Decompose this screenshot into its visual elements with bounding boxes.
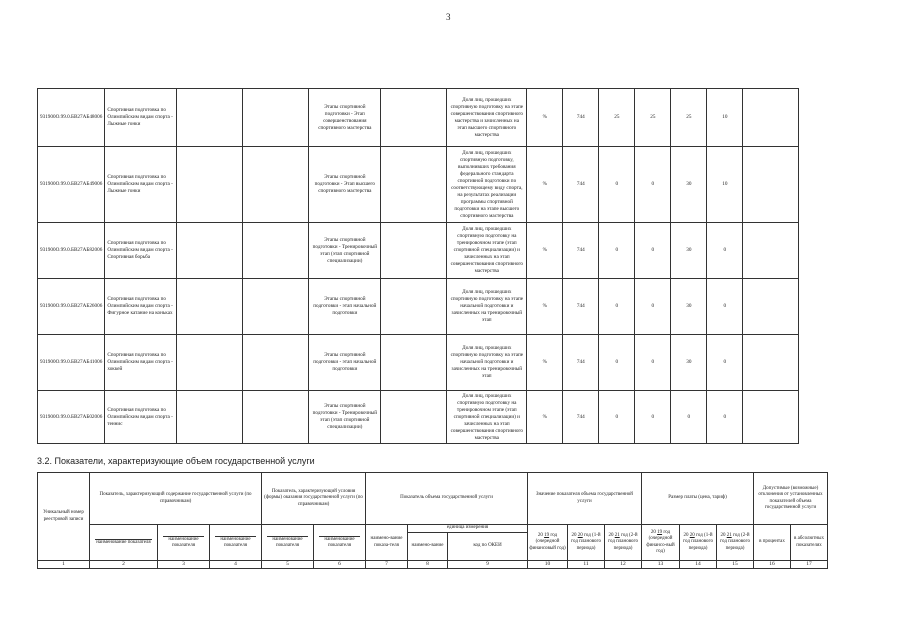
indicator-name-cell: Доля лиц, прошедших спортивную подготовку, выполнивших требования федерального стандарта спортивной подготовки по соответствующему виду спорта, на результатах реализации программы спортивной подготовки на этапе высшего спортивного мастерства: [447, 147, 527, 223]
deviation-cell: 0: [707, 391, 743, 444]
service-content-cell: Спортивная подготовка по Олимпийским видам спорта - Лыжные гонки: [105, 147, 177, 223]
column-number: 2: [90, 561, 158, 569]
empty-cell: [177, 147, 243, 223]
fee-year1-header: 20 19 год (очередной финансо-вый год): [642, 525, 680, 561]
value-year3-cell: 25: [671, 89, 707, 147]
empty-cell: [243, 89, 309, 147]
value-year2-cell: 0: [635, 223, 671, 279]
service-condition-cell: Этапы спортивной подготовки - этап начальной подготовки: [309, 335, 381, 391]
empty-cell: [243, 147, 309, 223]
empty-cell: [177, 223, 243, 279]
condition-1-header: наименование показателя: [262, 525, 314, 561]
indicator-name-cell: Доля лиц, прошедших спортивную подготовку на этапе совершенствования спортивного мастерства и зачисленных на этап высшего спортивного мастерства: [447, 89, 527, 147]
empty-cell: [743, 279, 799, 335]
okei-code-cell: 744: [563, 89, 599, 147]
value-year2-cell: 0: [635, 147, 671, 223]
column-number: 10: [528, 561, 568, 569]
service-content-cell: Спортивная подготовка по Олимпийским видам спорта - Лыжные гонки: [105, 89, 177, 147]
value-group-header: Значение показателя объема государственной услуги: [528, 473, 642, 525]
column-number: 9: [448, 561, 528, 569]
deviation-cell: 10: [707, 89, 743, 147]
value-year2-cell: 0: [635, 279, 671, 335]
content-group-header: Показатель, характеризующий содержание государственной услуги (по справочникам): [90, 473, 262, 525]
deviation-absolute-header: в абсолютных показателях: [791, 525, 828, 561]
value-year1-cell: 0: [599, 223, 635, 279]
empty-cell: [381, 147, 447, 223]
content-2-header: наименование показателя: [158, 525, 210, 561]
fee-year3-header: 20 21 год (2-й год планового периода): [717, 525, 754, 561]
unit-cell: %: [527, 335, 563, 391]
registry-code-cell: 931900О.99.0.БВ27АБ41006: [38, 335, 105, 391]
column-number: 7: [366, 561, 408, 569]
empty-cell: [243, 279, 309, 335]
column-number: 1: [38, 561, 90, 569]
empty-cell: [381, 89, 447, 147]
deviation-cell: 0: [707, 223, 743, 279]
column-number: 11: [568, 561, 605, 569]
empty-cell: [381, 391, 447, 444]
column-number: 4: [210, 561, 262, 569]
deviation-percent-header: в процентах: [754, 525, 791, 561]
volume-name-header: наимено-вание показа-теля: [366, 525, 408, 561]
value-year3-cell: 30: [671, 335, 707, 391]
registry-code-cell: 931900О.99.0.БВ27АБ26006: [38, 279, 105, 335]
service-content-cell: Спортивная подготовка по Олимпийским видам спорта - теннис: [105, 391, 177, 444]
value-year2-cell: 0: [635, 391, 671, 444]
empty-cell: [243, 391, 309, 444]
section-title: 3.2. Показатели, характеризующие объем государственной услуги: [37, 456, 315, 466]
column-number: 17: [791, 561, 828, 569]
okei-code-cell: 744: [563, 279, 599, 335]
condition-2-header: наименование показателя: [314, 525, 366, 561]
empty-cell: [743, 89, 799, 147]
empty-cell: [381, 335, 447, 391]
table-row: [38, 335, 799, 391]
quality-indicators-table: [37, 88, 799, 444]
fee-group-header: Размер платы (цена, тариф): [642, 473, 754, 525]
unit-cell: %: [527, 391, 563, 444]
okei-code-cell: 744: [563, 223, 599, 279]
service-condition-cell: Этапы спортивной подготовки - Этап совершенствования спортивного мастерства: [309, 89, 381, 147]
value-year3-cell: 30: [671, 223, 707, 279]
indicator-name-cell: Доля лиц, прошедших спортивную подготовку на этапе начальной подготовки и зачисленных на тренировочный этап: [447, 279, 527, 335]
value-year2-header: 20 20 год (1-й год планового периода): [568, 525, 605, 561]
value-year1-cell: 0: [599, 391, 635, 444]
content-1-header: наименование показателя: [90, 525, 158, 561]
indicator-name-cell: Доля лиц, прошедших спортивную подготовку на тренировочном этапе (этап спортивной специализации) и зачисленных на этап совершенствования спортивного мастерства: [447, 223, 527, 279]
unit-cell: %: [527, 147, 563, 223]
column-number: 3: [158, 561, 210, 569]
column-number: 12: [605, 561, 642, 569]
table-row: [38, 391, 799, 444]
value-year2-cell: 0: [635, 335, 671, 391]
value-year3-cell: 30: [671, 279, 707, 335]
unit-cell: %: [527, 223, 563, 279]
indicator-name-cell: Доля лиц, прошедших спортивную подготовку на тренировочном этапе (этап спортивной специализации) и зачисленных на этап совершенствования спортивного мастерства: [447, 391, 527, 444]
okei-code-cell: 744: [563, 391, 599, 444]
service-content-cell: Спортивная подготовка по Олимпийским видам спорта - Спортивная борьба: [105, 223, 177, 279]
volume-indicators-table: [37, 472, 828, 569]
deviation-group-header: Допустимые (возможные) отклонения от установленных показателей объема государственной услуги: [754, 473, 828, 525]
table-row: [38, 223, 799, 279]
service-condition-cell: Этапы спортивной подготовки - Этап высшего спортивного мастерства: [309, 147, 381, 223]
empty-cell: [743, 223, 799, 279]
fee-year2-header: 20 20 год (1-й год планового периода): [680, 525, 717, 561]
empty-cell: [243, 335, 309, 391]
column-number: 16: [754, 561, 791, 569]
page-number: 3: [446, 12, 451, 22]
deviation-cell: 0: [707, 279, 743, 335]
service-content-cell: Спортивная подготовка по Олимпийским видам спорта - хоккей: [105, 335, 177, 391]
value-year3-cell: 30: [671, 147, 707, 223]
registry-code-cell: 931900О.99.0.БВ27АБ49006: [38, 147, 105, 223]
okei-code-cell: 744: [563, 335, 599, 391]
empty-cell: [743, 391, 799, 444]
unit-name-header: наимено-вание: [408, 533, 448, 561]
table-row: [38, 147, 799, 223]
empty-cell: [177, 279, 243, 335]
value-year2-cell: 25: [635, 89, 671, 147]
column-number: 5: [262, 561, 314, 569]
value-year3-header: 20 21 год (2-й год планового периода): [605, 525, 642, 561]
empty-cell: [743, 335, 799, 391]
value-year1-cell: 25: [599, 89, 635, 147]
column-number: 14: [680, 561, 717, 569]
condition-group-header: Показатель, характеризующий условия (формы) оказания государственной услуги (по справочникам): [262, 473, 366, 525]
empty-cell: [381, 223, 447, 279]
okei-code-cell: 744: [563, 147, 599, 223]
value-year1-cell: 0: [599, 335, 635, 391]
empty-cell: [381, 279, 447, 335]
empty-cell: [177, 391, 243, 444]
volume-group-header: Показатель объема государственной услуги: [366, 473, 528, 525]
column-number: 8: [408, 561, 448, 569]
value-year3-cell: 0: [671, 391, 707, 444]
value-year1-cell: 0: [599, 147, 635, 223]
registry-code-cell: 931900О.99.0.БВ27АБ48006: [38, 89, 105, 147]
table-row: [38, 89, 799, 147]
okei-header: код по ОКЕИ: [448, 533, 528, 561]
content-3-header: наименование показателя: [210, 525, 262, 561]
column-number: 15: [717, 561, 754, 569]
unit-header: единица измерения: [408, 525, 528, 533]
value-year1-header: 20 19 год (очередной финансовый год): [528, 525, 568, 561]
unit-cell: %: [527, 89, 563, 147]
empty-cell: [177, 89, 243, 147]
value-year1-cell: 0: [599, 279, 635, 335]
table-row: [38, 279, 799, 335]
empty-cell: [243, 223, 309, 279]
deviation-cell: 10: [707, 147, 743, 223]
unit-cell: %: [527, 279, 563, 335]
column-number: 13: [642, 561, 680, 569]
service-condition-cell: Этапы спортивной подготовки - Тренировочный этап (этап спортивной специализации): [309, 391, 381, 444]
registry-code-cell: 931900О.99.0.БВ27АБ02006: [38, 391, 105, 444]
column-number: 6: [314, 561, 366, 569]
service-condition-cell: Этапы спортивной подготовки - Тренировочный этап (этап спортивной специализации): [309, 223, 381, 279]
indicator-name-cell: Доля лиц, прошедших спортивную подготовку на этапе начальной подготовки и зачисленных на тренировочный этап: [447, 335, 527, 391]
registry-code-cell: 931900О.99.0.БВ27АБ82006: [38, 223, 105, 279]
empty-cell: [743, 147, 799, 223]
empty-cell: [177, 335, 243, 391]
unique-number-header: Уникальный номер реестровой записи: [38, 473, 90, 561]
service-condition-cell: Этапы спортивной подготовки - этап начальной подготовки: [309, 279, 381, 335]
deviation-cell: 0: [707, 335, 743, 391]
service-content-cell: Спортивная подготовка по Олимпийским видам спорта - Фигурное катание на коньках: [105, 279, 177, 335]
